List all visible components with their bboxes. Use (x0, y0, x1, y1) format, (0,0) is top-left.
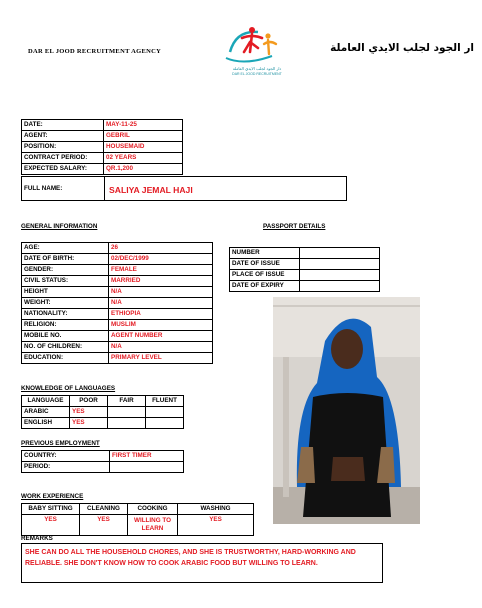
agent-value: GEBRIL (104, 131, 183, 142)
full-name-divider (104, 176, 105, 201)
fair-value (108, 407, 146, 418)
row-label: DATE: (22, 120, 104, 131)
height-value: N/A (109, 287, 213, 298)
dob-value: 02/DEC/1999 (109, 254, 213, 265)
row-label: POSITION: (22, 142, 104, 153)
weight-value: N/A (109, 298, 213, 309)
table-row (22, 276, 213, 287)
expiry-date-value (300, 281, 380, 292)
passport-table (229, 247, 380, 292)
work-table (21, 503, 254, 536)
row-label: PERIOD: (22, 462, 110, 473)
fair-value (108, 418, 146, 429)
row-label: AGE: (22, 243, 109, 254)
mobile-value: AGENT NUMBER (109, 331, 213, 342)
period-value (110, 462, 184, 473)
table-row (22, 298, 213, 309)
row-label: CONTRACT PERIOD: (22, 153, 104, 164)
nationality-value: ETHIOPIA (109, 309, 213, 320)
column-header: POOR (70, 396, 108, 407)
summary-row (22, 153, 183, 164)
remarks-box (21, 543, 383, 583)
column-header: CLEANING (80, 504, 128, 515)
table-row (22, 407, 184, 418)
remarks-title: REMARKS (21, 535, 53, 542)
row-label: MOBILE NO. (22, 331, 109, 342)
table-header-row (22, 504, 254, 515)
row-label: EDUCATION: (22, 353, 109, 364)
work-title: WORK EXPERIENCE (21, 493, 84, 500)
table-row (22, 451, 184, 462)
row-label: DATE OF EXPIRY (230, 281, 300, 292)
country-value: FIRST TIMER (110, 451, 184, 462)
summary-row (22, 164, 183, 175)
table-row (230, 270, 380, 281)
full-name-value: SALIYA JEMAL HAJI (109, 185, 193, 195)
table-row (22, 353, 213, 364)
issue-date-value (300, 259, 380, 270)
table-row (22, 243, 213, 254)
column-header: BABY SITTING (22, 504, 80, 515)
row-label: WEIGHT: (22, 298, 109, 309)
table-row (230, 281, 380, 292)
poor-value: YES (70, 407, 108, 418)
remarks-text: SHE CAN DO ALL THE HOUSEHOLD CHORES, AND SHE IS TRUSTWORTHY, HARD-WORKING AND RELIABLE. SHE DON'T KNOW HOW TO COOK ARABIC FOOD BUT WILLING TO LEARN. (25, 549, 356, 567)
summary-row (22, 131, 183, 142)
civil-status-value: MARRIED (109, 276, 213, 287)
table-row (22, 265, 213, 276)
date-value: MAY-11-25 (104, 120, 183, 131)
religion-value: MUSLIM (109, 320, 213, 331)
row-label: COUNTRY: (22, 451, 110, 462)
row-label: CIVIL STATUS: (22, 276, 109, 287)
summary-table (21, 119, 183, 175)
children-value: N/A (109, 342, 213, 353)
issue-place-value (300, 270, 380, 281)
poor-value: YES (70, 418, 108, 429)
agency-name-ar: ار الجود لجلب الايدي العاملة (330, 42, 474, 54)
fluent-value (146, 407, 184, 418)
table-row (22, 342, 213, 353)
candidate-photo (273, 297, 420, 524)
age-value: 26 (109, 243, 213, 254)
photo-illustration (273, 297, 420, 524)
row-label: NUMBER (230, 248, 300, 259)
languages-table (21, 395, 184, 429)
row-label: EXPECTED SALARY: (22, 164, 104, 175)
row-label: HEIGHT (22, 287, 109, 298)
column-header: COOKING (128, 504, 178, 515)
contract-value: 02 YEARS (104, 153, 183, 164)
row-label: GENDER: (22, 265, 109, 276)
table-row (230, 248, 380, 259)
language-name: ENGLISH (22, 418, 70, 429)
table-row (22, 331, 213, 342)
fluent-value (146, 418, 184, 429)
row-label: DATE OF ISSUE (230, 259, 300, 270)
gender-value: FEMALE (109, 265, 213, 276)
logo-caption-en: DAR EL JOOD RECRUITMENT (232, 72, 282, 76)
row-label: AGENT: (22, 131, 104, 142)
salary-value: QR.1,200 (104, 164, 183, 175)
table-row (22, 287, 213, 298)
general-info-table (21, 242, 213, 364)
babysitting-value: YES (22, 515, 80, 536)
languages-title: KNOWLEDGE OF LANGUAGES (21, 385, 116, 392)
passport-title: PASSPORT DETAILS (263, 223, 326, 230)
position-value: HOUSEMAID (104, 142, 183, 153)
language-name: ARABIC (22, 407, 70, 418)
table-row (22, 462, 184, 473)
table-row (22, 309, 213, 320)
education-value: PRIMARY LEVEL (109, 353, 213, 364)
table-row (22, 418, 184, 429)
full-name-label: FULL NAME: (24, 185, 63, 192)
logo-caption-ar: دار الجود لجلب الايدي العاملة (232, 66, 282, 71)
employment-title: PREVIOUS EMPLOYMENT (21, 440, 100, 447)
table-header-row (22, 396, 184, 407)
washing-value: YES (178, 515, 254, 536)
column-header: LANGUAGE (22, 396, 70, 407)
column-header: WASHING (178, 504, 254, 515)
column-header: FAIR (108, 396, 146, 407)
table-row (22, 320, 213, 331)
table-row (22, 254, 213, 265)
summary-row (22, 120, 183, 131)
general-info-title: GENERAL INFORMATION (21, 223, 98, 230)
summary-row (22, 142, 183, 153)
full-name-box (21, 176, 347, 201)
employment-table (21, 450, 184, 473)
table-row (22, 515, 254, 536)
table-row (230, 259, 380, 270)
agency-name-en: DAR EL JOOD RECRUITMENT AGENCY (28, 48, 162, 55)
passport-number-value (300, 248, 380, 259)
column-header: FLUENT (146, 396, 184, 407)
agency-logo (214, 22, 300, 80)
row-label: PLACE OF ISSUE (230, 270, 300, 281)
row-label: NO. OF CHILDREN: (22, 342, 109, 353)
row-label: NATIONALITY: (22, 309, 109, 320)
row-label: DATE OF BIRTH: (22, 254, 109, 265)
cooking-value: WILLING TO LEARN (128, 515, 178, 536)
cleaning-value: YES (80, 515, 128, 536)
row-label: RELIGION: (22, 320, 109, 331)
